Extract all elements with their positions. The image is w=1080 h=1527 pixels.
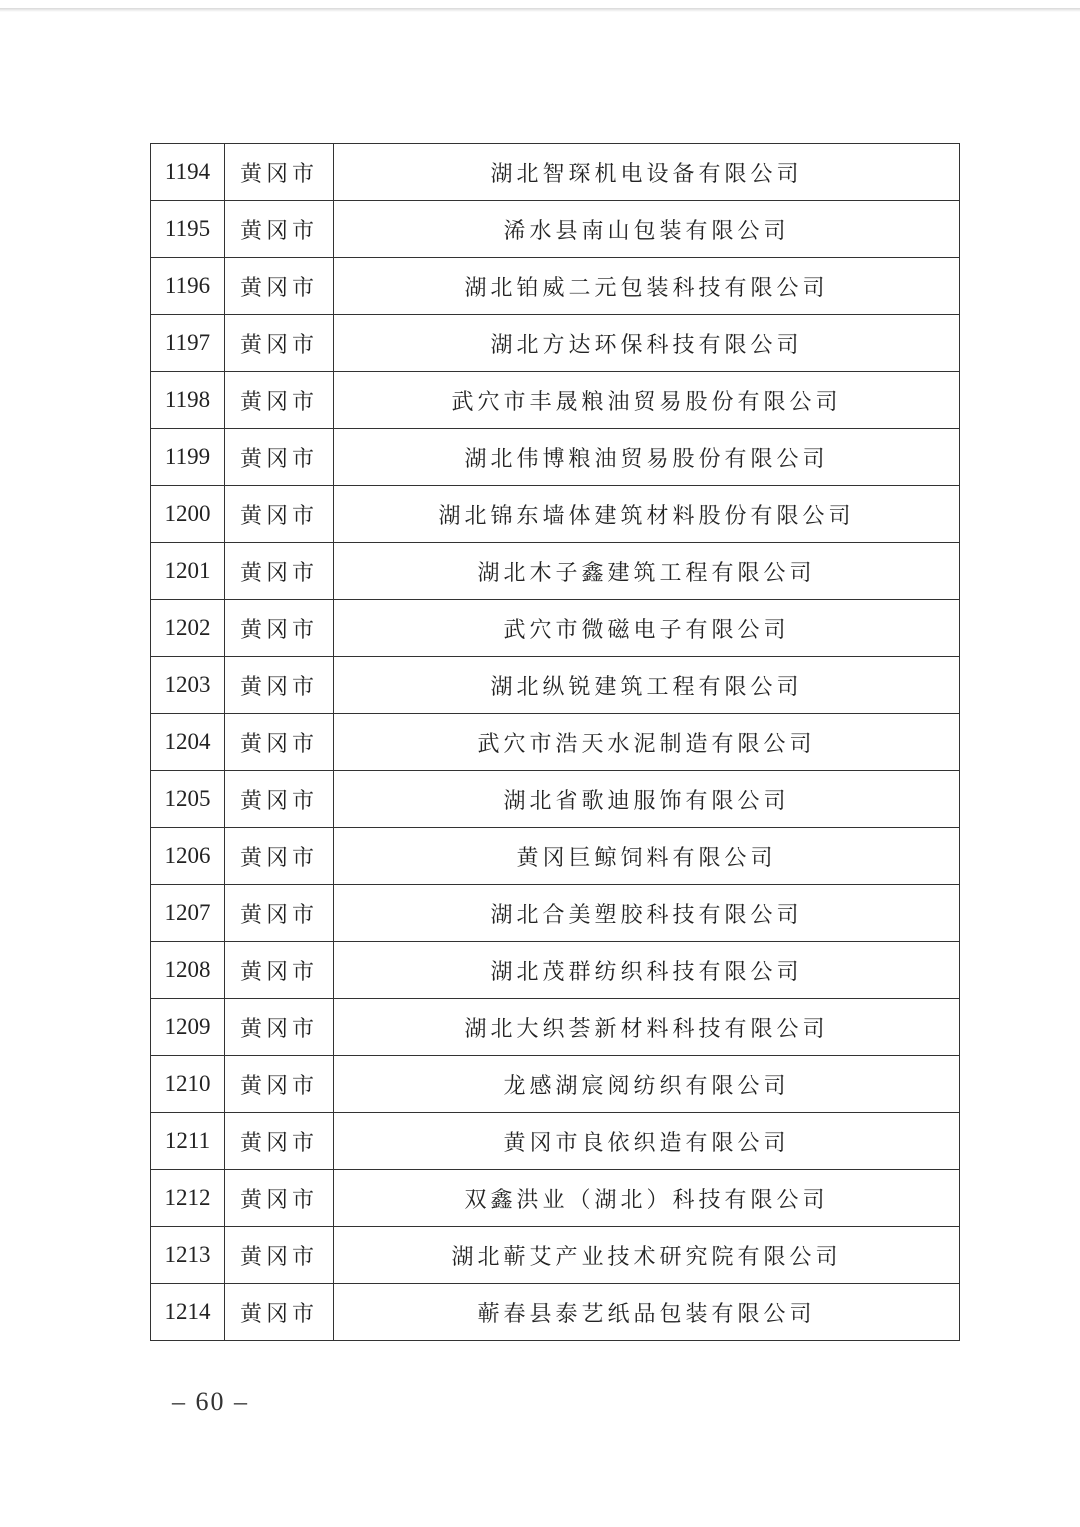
city-cell: 黄冈市 bbox=[225, 144, 334, 201]
page-number: – 60 – bbox=[172, 1387, 249, 1416]
table-row bbox=[151, 315, 960, 372]
table-row bbox=[151, 600, 960, 657]
city-cell: 黄冈市 bbox=[225, 315, 334, 372]
table-row bbox=[151, 1170, 960, 1227]
row-number-cell: 1209 bbox=[151, 999, 225, 1056]
city-cell: 黄冈市 bbox=[225, 372, 334, 429]
city-cell: 黄冈市 bbox=[225, 1113, 334, 1170]
city-cell: 黄冈市 bbox=[225, 885, 334, 942]
table-row bbox=[151, 258, 960, 315]
row-number-cell: 1194 bbox=[151, 144, 225, 201]
row-number-cell: 1202 bbox=[151, 600, 225, 657]
company-name-cell: 蕲春县泰艺纸品包装有限公司 bbox=[334, 1284, 960, 1341]
city-cell: 黄冈市 bbox=[225, 1056, 334, 1113]
table-body bbox=[151, 144, 960, 1341]
table-row bbox=[151, 1284, 960, 1341]
scan-edge bbox=[0, 8, 1080, 12]
row-number-cell: 1195 bbox=[151, 201, 225, 258]
row-number-cell: 1204 bbox=[151, 714, 225, 771]
table-row bbox=[151, 372, 960, 429]
company-name-cell: 湖北伟博粮油贸易股份有限公司 bbox=[334, 429, 960, 486]
company-name-cell: 湖北蕲艾产业技术研究院有限公司 bbox=[334, 1227, 960, 1284]
row-number-cell: 1198 bbox=[151, 372, 225, 429]
company-name-cell: 湖北茂群纺织科技有限公司 bbox=[334, 942, 960, 999]
row-number-cell: 1206 bbox=[151, 828, 225, 885]
company-name-cell: 双鑫洪业（湖北）科技有限公司 bbox=[334, 1170, 960, 1227]
company-name-cell: 武穴市微磁电子有限公司 bbox=[334, 600, 960, 657]
table-row bbox=[151, 429, 960, 486]
row-number-cell: 1214 bbox=[151, 1284, 225, 1341]
table-row bbox=[151, 1113, 960, 1170]
row-number-cell: 1200 bbox=[151, 486, 225, 543]
city-cell: 黄冈市 bbox=[225, 1227, 334, 1284]
city-cell: 黄冈市 bbox=[225, 999, 334, 1056]
city-cell: 黄冈市 bbox=[225, 201, 334, 258]
company-name-cell: 湖北智琛机电设备有限公司 bbox=[334, 144, 960, 201]
row-number-cell: 1203 bbox=[151, 657, 225, 714]
row-number-cell: 1208 bbox=[151, 942, 225, 999]
table-row bbox=[151, 714, 960, 771]
city-cell: 黄冈市 bbox=[225, 429, 334, 486]
city-cell: 黄冈市 bbox=[225, 543, 334, 600]
table-row bbox=[151, 144, 960, 201]
table-row bbox=[151, 885, 960, 942]
city-cell: 黄冈市 bbox=[225, 600, 334, 657]
row-number-cell: 1212 bbox=[151, 1170, 225, 1227]
company-name-cell: 湖北省歌迪服饰有限公司 bbox=[334, 771, 960, 828]
company-name-cell: 武穴市丰晟粮油贸易股份有限公司 bbox=[334, 372, 960, 429]
table-row bbox=[151, 657, 960, 714]
table-row bbox=[151, 1056, 960, 1113]
table-row bbox=[151, 1227, 960, 1284]
city-cell: 黄冈市 bbox=[225, 942, 334, 999]
table-row bbox=[151, 828, 960, 885]
row-number-cell: 1213 bbox=[151, 1227, 225, 1284]
row-number-cell: 1205 bbox=[151, 771, 225, 828]
city-cell: 黄冈市 bbox=[225, 1284, 334, 1341]
city-cell: 黄冈市 bbox=[225, 1170, 334, 1227]
company-name-cell: 黄冈市良依织造有限公司 bbox=[334, 1113, 960, 1170]
city-cell: 黄冈市 bbox=[225, 828, 334, 885]
company-name-cell: 湖北纵锐建筑工程有限公司 bbox=[334, 657, 960, 714]
table-row bbox=[151, 942, 960, 999]
company-name-cell: 湖北合美塑胶科技有限公司 bbox=[334, 885, 960, 942]
row-number-cell: 1207 bbox=[151, 885, 225, 942]
city-cell: 黄冈市 bbox=[225, 771, 334, 828]
city-cell: 黄冈市 bbox=[225, 657, 334, 714]
row-number-cell: 1201 bbox=[151, 543, 225, 600]
company-list-table bbox=[150, 143, 960, 1341]
row-number-cell: 1196 bbox=[151, 258, 225, 315]
company-name-cell: 武穴市浩天水泥制造有限公司 bbox=[334, 714, 960, 771]
company-name-cell: 湖北方达环保科技有限公司 bbox=[334, 315, 960, 372]
row-number-cell: 1197 bbox=[151, 315, 225, 372]
table-row bbox=[151, 486, 960, 543]
city-cell: 黄冈市 bbox=[225, 486, 334, 543]
row-number-cell: 1210 bbox=[151, 1056, 225, 1113]
table-row bbox=[151, 771, 960, 828]
company-name-cell: 龙感湖宸阅纺织有限公司 bbox=[334, 1056, 960, 1113]
table-row bbox=[151, 543, 960, 600]
city-cell: 黄冈市 bbox=[225, 258, 334, 315]
company-name-cell: 黄冈巨鲸饲料有限公司 bbox=[334, 828, 960, 885]
company-name-cell: 湖北大织荟新材料科技有限公司 bbox=[334, 999, 960, 1056]
table-row bbox=[151, 201, 960, 258]
company-name-cell: 湖北锦东墙体建筑材料股份有限公司 bbox=[334, 486, 960, 543]
company-name-cell: 湖北木子鑫建筑工程有限公司 bbox=[334, 543, 960, 600]
company-name-cell: 湖北铂威二元包装科技有限公司 bbox=[334, 258, 960, 315]
row-number-cell: 1199 bbox=[151, 429, 225, 486]
company-name-cell: 浠水县南山包装有限公司 bbox=[334, 201, 960, 258]
row-number-cell: 1211 bbox=[151, 1113, 225, 1170]
table-row bbox=[151, 999, 960, 1056]
city-cell: 黄冈市 bbox=[225, 714, 334, 771]
